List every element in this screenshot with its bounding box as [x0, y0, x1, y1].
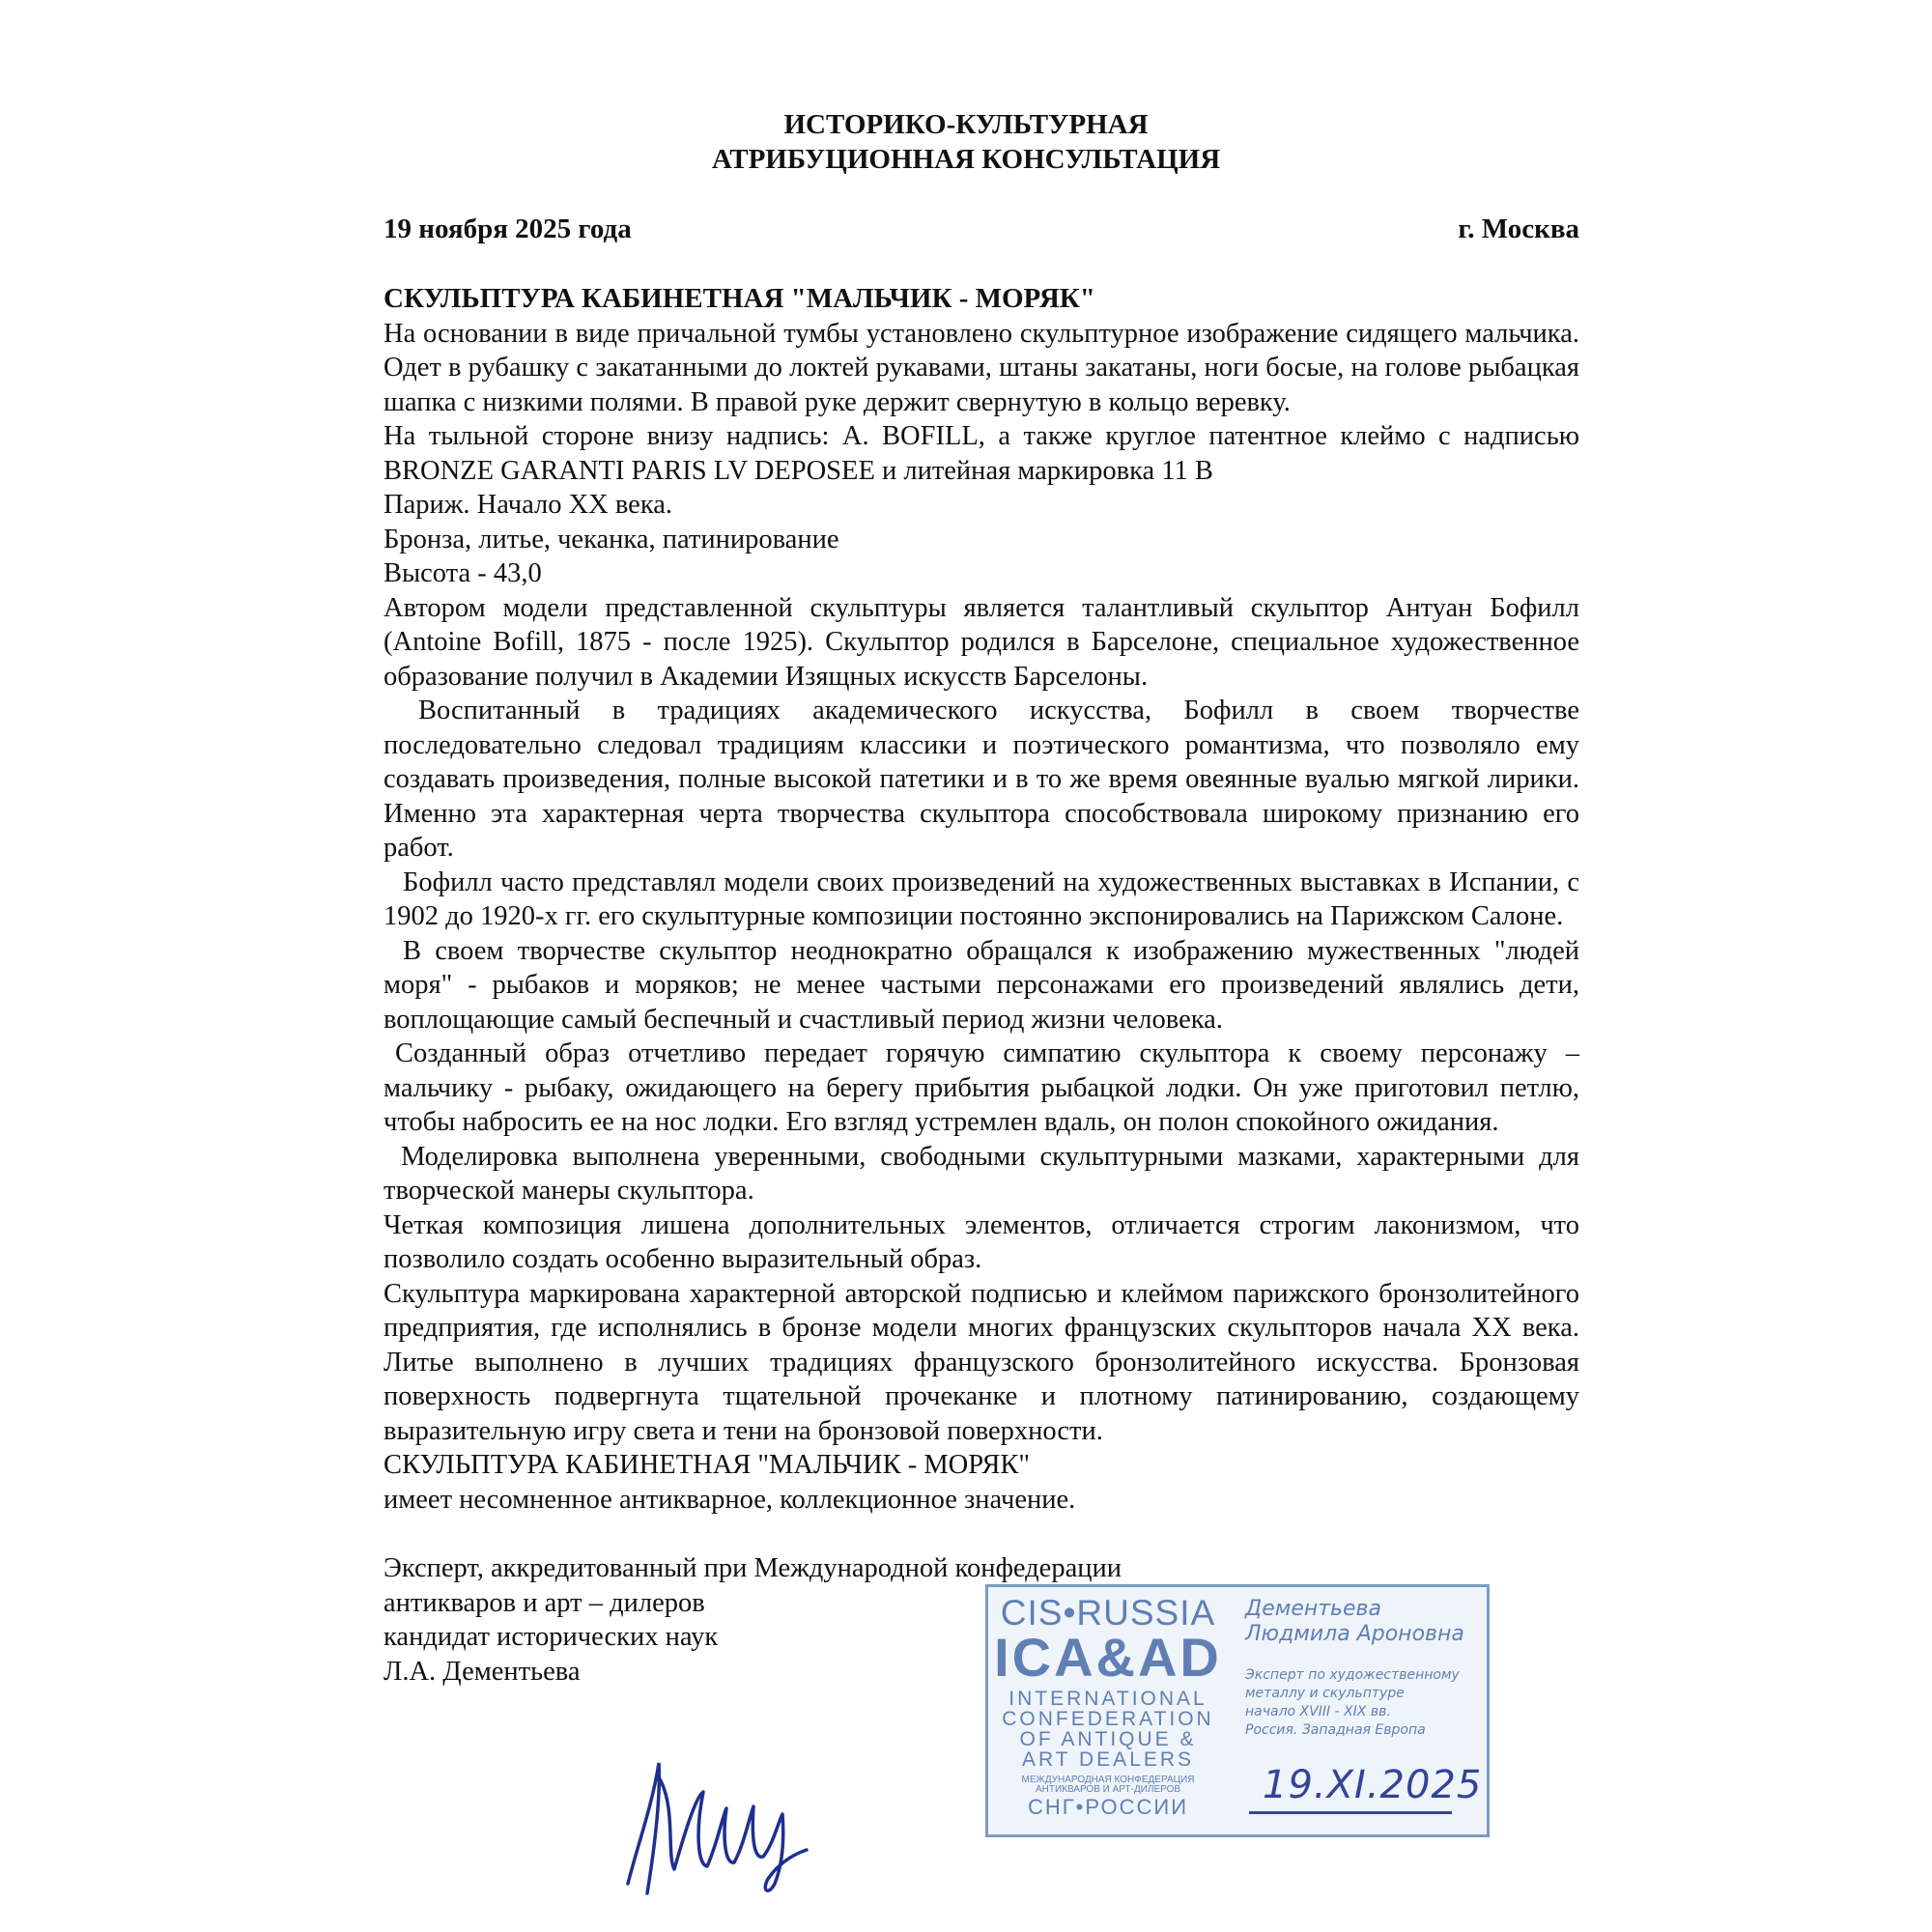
document-date: 19 ноября 2025 года	[384, 213, 632, 244]
paragraph-exhibitions: Бофилл часто представлял модели своих произведений на художественных выставках в Испании, с 1902 до 1920-х гг. его скульптурные композиции постоянно экспонировались на Парижском Салоне.	[384, 867, 1579, 931]
stamp-name-line-2: Людмила Ароновна	[1245, 1622, 1464, 1646]
stamp-desc	[1245, 1666, 1487, 1740]
stamp-desc-line-4: Россия. Западная Европа	[1245, 1722, 1426, 1738]
document-city: г. Москва	[1458, 213, 1579, 244]
paragraph-tradition: Воспитанный в традициях академического искусства, Бофилл в своем творчестве последовательно следовал традициям классики и поэтического романтизма, что позволяло ему создавать произведения, полные высокой патетики и в то же время овеянные вуалью мягкой лирики. Именно эта характерная черта творчества скульптора способствовала широкому признанию его работ.	[384, 696, 1579, 863]
stamp-desc-line-3: начало XVIII - XIX вв.	[1245, 1704, 1391, 1719]
object-description: На основании в виде причальной тумбы установлено скульптурное изображение сидящего мальчика. Одет в рубашку с закатанными до локтей рукавами, штаны закатаны, ноги босые, на голове рыбацкая шапка с низкими полями. В правой руке держит свернутую в кольцо веревку.	[384, 318, 1579, 417]
seal-line-5: СНГ•РОССИИ	[1027, 1795, 1189, 1819]
stamp-desc-line-2: металлу и скульптуре	[1245, 1686, 1405, 1701]
paragraph-author: Автором модели представленной скульптуры является талантливый скульптор Антуан Бофилл (Antoine Bofill, 1875 - после 1925). Скульптор родился в Барселоне, специальное художественное образование получил в Академии Изящных искусств Барселоны.	[384, 592, 1579, 692]
paragraph-image: Созданный образ отчетливо передает горячую симпатию скульптора к своему персонажу – мальчику - рыбаку, ожидающего на берегу прибытия рыбацкой лодки. Он уже приготовил петлю, чтобы набросить ее на нос лодки. Его взгляд устремлен вдаль, он полон спокойного ожидания.	[384, 1038, 1579, 1137]
object-heading: СКУЛЬПТУРА КАБИНЕТНАЯ "МАЛЬЧИК - МОРЯК"	[384, 283, 1095, 314]
document-title-line1: ИСТОРИКО-КУЛЬТУРНАЯ	[783, 109, 1149, 140]
dateline	[384, 213, 1579, 245]
handwritten-signature-icon	[599, 1739, 831, 1903]
object-material: Бронза, литье, чеканка, патинирование	[384, 524, 839, 554]
object-inscription: На тыльной стороне внизу надпись: A. BOFILL, а также круглое патентное клеймо с надписью BRONZE GARANTI PARIS LV DEPOSEE и литейная маркировка 11 В	[384, 421, 1579, 486]
paragraph-modeling: Моделировка выполнена уверенными, свободными скульптурными мазками, характерными для творческой манеры скульптора.	[384, 1141, 1579, 1206]
expert-stamp	[985, 1584, 1490, 1837]
seal-line-2: ICA&AD	[994, 1627, 1222, 1688]
object-height: Высота - 43,0	[384, 558, 542, 588]
expert-name: Л.А. Дементьева	[384, 1656, 581, 1687]
stamp-desc-line-1: Эксперт по художественному	[1245, 1667, 1460, 1683]
confederation-seal	[992, 1593, 1224, 1831]
seal-line-4: МЕЖДУНАРОДНАЯ КОНФЕДЕРАЦИЯ АНТИКВАРОВ И АРТ-ДИЛЕРОВ	[1021, 1775, 1195, 1795]
seal-line-1: CIS•RUSSIA	[1000, 1593, 1216, 1633]
object-origin: Париж. Начало XX века.	[384, 490, 673, 520]
stamp-expert-info	[1245, 1597, 1487, 1807]
paragraph-marking: Скульптура маркирована характерной авторской подписью и клеймом парижского бронзолитейного предприятия, где исполнялись в бронзе модели многих французских скульпторов начала XX века. Литье выполнено в лучших традициях французского бронзолитейного искусства. Бронзовая поверхность подвергнута тщательной прочеканке и плотному патинированию, создающему выразительную игру света и тени на бронзовой поверхности.	[384, 1278, 1579, 1446]
paragraph-composition: Четкая композиция лишена дополнительных элементов, отличается строгим лаконизмом, что позволило создать особенно выразительный образ.	[384, 1209, 1579, 1274]
stamp-name-line-1: Дементьева	[1245, 1597, 1382, 1621]
conclusion-title: СКУЛЬПТУРА КАБИНЕТНАЯ "МАЛЬЧИК - МОРЯК"	[384, 1450, 1030, 1480]
document-body	[384, 282, 1579, 1689]
seal-line-3: INTERNATIONAL CONFEDERATION OF ANTIQUE & ART DEALERS	[1002, 1688, 1214, 1771]
handwritten-date: 19.XI.2025	[1263, 1763, 1483, 1807]
conclusion-text: имеет несомненное антикварное, коллекционное значение.	[384, 1484, 1076, 1515]
date-underline	[1249, 1811, 1452, 1814]
document-title-line2: АТРИБУЦИОННАЯ КОНСУЛЬТАЦИЯ	[711, 144, 1221, 175]
expert-line-1: Эксперт, аккредитованный при Международной конфедерации	[384, 1553, 1122, 1583]
expert-line-3: кандидат исторических наук	[384, 1622, 719, 1652]
paragraph-themes: В своем творчестве скульптор неоднократно обращался к изображению мужественных "людей моря" - рыбаков и моряков; не менее частыми персонажами его произведений являлись дети, воплощающие самый беспечный и счастливый период жизни человека.	[384, 935, 1579, 1035]
expert-line-2: антикваров и арт – дилеров	[384, 1587, 705, 1618]
